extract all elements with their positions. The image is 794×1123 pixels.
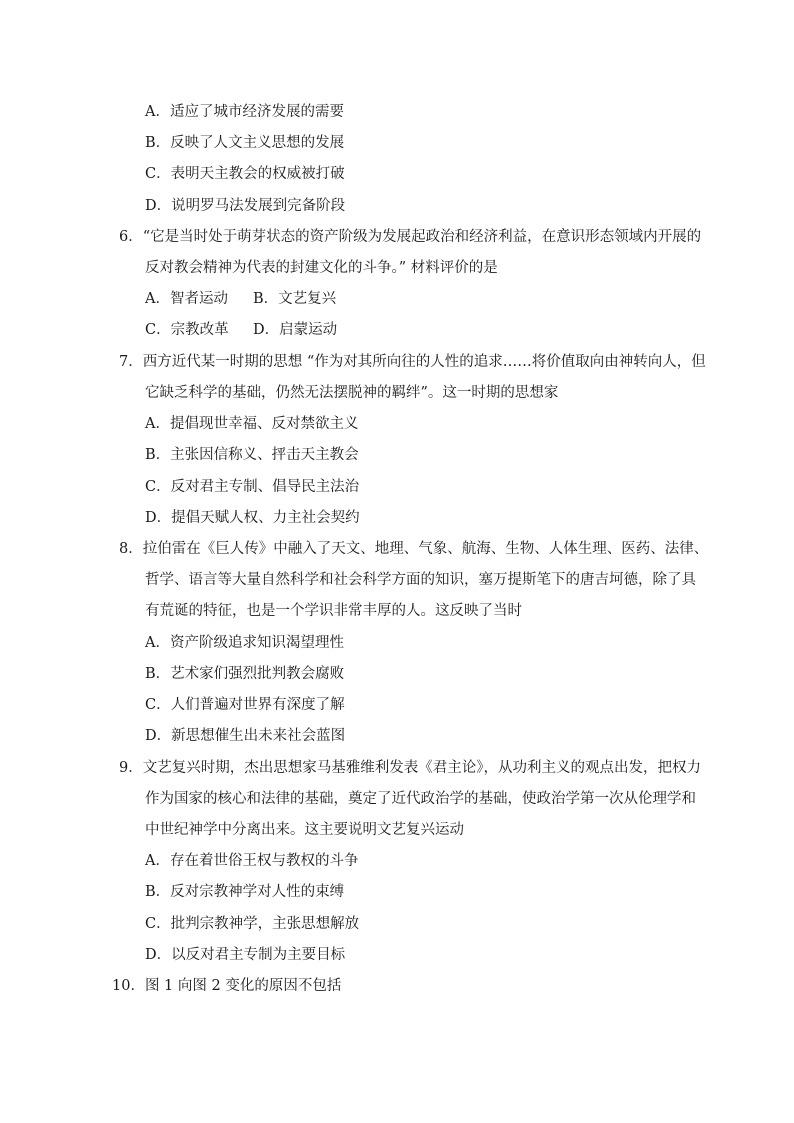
q6-options-row2 <box>145 320 337 340</box>
q8-stem-line3: 有荒诞的特征，也是一个学识非常丰厚的人。这反映了当时 <box>145 603 522 619</box>
q7-option-d: D．提倡天赋人权、力主社会契约 <box>145 510 360 526</box>
q9-option-b: B．反对宗教神学对人性的束缚 <box>145 884 345 900</box>
q8-option-a: A．资产阶级追求知识渴望理性 <box>145 635 344 651</box>
q6-stem-line1: 6．“它是当时处于萌芽状态的资产阶级为发展起政治和经济利益，在意识形态领域内开展的 <box>119 229 702 245</box>
q10-stem-line1: 10．图 1 向图 2 变化的原因不包括 <box>112 978 342 994</box>
q5-option-d: D．说明罗马法发展到完备阶段 <box>145 198 346 214</box>
q9-option-a: A．存在着世俗王权与教权的斗争 <box>145 853 359 869</box>
q7-option-c: C．反对君主专制、倡导民主法治 <box>145 479 360 495</box>
q6-option-c: C．宗教改革 <box>145 322 229 338</box>
q7-stem-line1: 7．西方近代某一时期的思想 “作为对其所向往的人性的追求……将价值取向由神转向人，但 <box>119 354 706 370</box>
q7-option-b: B．主张因信称义、抨击天主教会 <box>145 447 359 463</box>
q5-option-a: A．适应了城市经济发展的需要 <box>145 104 344 120</box>
q6-stem-line2: 反对教会精神为代表的封建文化的斗争。” 材料评价的是 <box>145 260 498 276</box>
q9-stem-line2: 作为国家的核心和法律的基础，奠定了近代政治学的基础，使政治学第一次从伦理学和 <box>145 791 696 807</box>
q9-option-d: D．以反对君主专制为主要目标 <box>145 947 346 963</box>
q8-stem-line1: 8．拉伯雷在《巨人传》中融入了天文、地理、气象、航海、生物、人体生理、医药、法律、 <box>119 541 709 557</box>
q8-option-c: C．人们普遍对世界有深度了解 <box>145 697 345 713</box>
q5-option-c: C．表明天主教会的权威被打破 <box>145 166 345 182</box>
q6-options-row1 <box>145 289 336 309</box>
q8-option-d: D．新思想催生出未来社会蓝图 <box>145 728 346 744</box>
q5-option-b: B．反映了人文主义思想的发展 <box>145 135 345 151</box>
q6-option-d: D．启蒙运动 <box>253 322 338 338</box>
q6-option-b: B．文艺复兴 <box>253 291 337 307</box>
q8-option-b: B．艺术家们强烈批判教会腐败 <box>145 666 345 682</box>
q6-option-a: A．智者运动 <box>145 291 228 307</box>
q7-stem-line2: 它缺乏科学的基础，仍然无法摆脱神的羁绊”。这一时期的思想家 <box>145 385 559 401</box>
q9-option-c: C．批判宗教神学，主张思想解放 <box>145 916 360 932</box>
q8-stem-line2: 哲学、语言等大量自然科学和社会科学方面的知识，塞万提斯笔下的唐吉坷德，除了具 <box>145 572 696 588</box>
q7-option-a: A．提倡现世幸福、反对禁欲主义 <box>145 416 359 432</box>
q9-stem-line1: 9．文艺复兴时期，杰出思想家马基雅维利发表《君主论》，从功利主义的观点出发，把权力 <box>119 760 701 776</box>
q9-stem-line3: 中世纪神学中分离出来。这主要说明文艺复兴运动 <box>145 822 464 838</box>
